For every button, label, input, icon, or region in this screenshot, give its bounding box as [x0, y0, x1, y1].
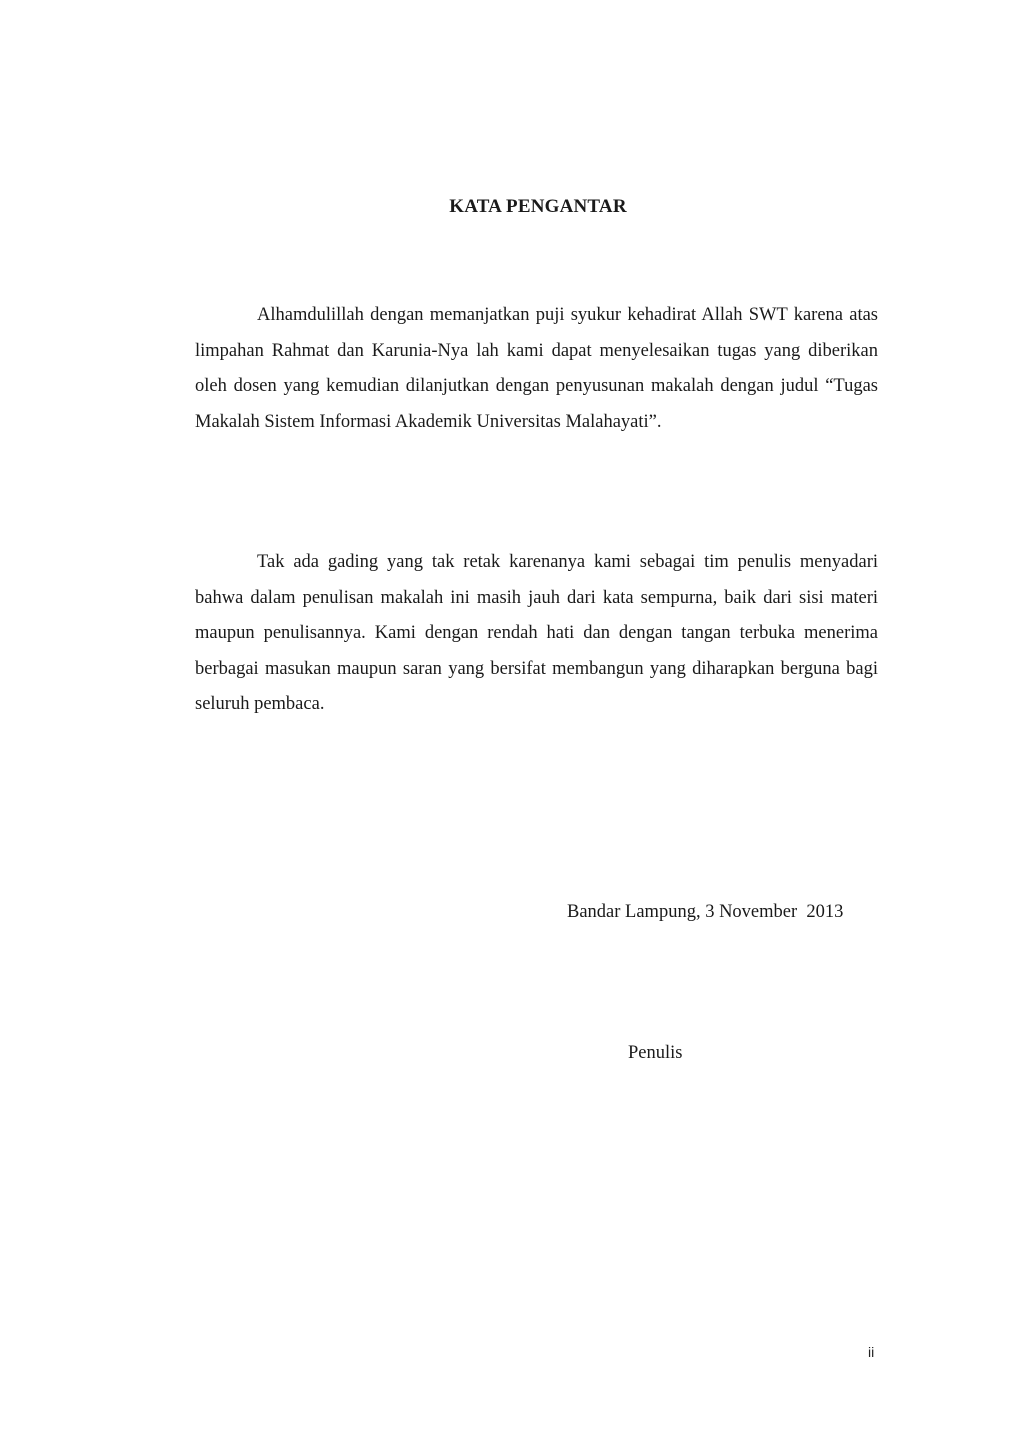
page-title: KATA PENGANTAR	[449, 196, 627, 217]
place-and-date: Bandar Lampung, 3 November 2013	[567, 902, 844, 922]
paragraph-apology: Tak ada gading yang tak retak karenanya kami sebagai tim penulis menyadari bahwa dalam penulisan makalah ini masih jauh dari kata sempurna, baik dari sisi materi maupun penulisannya. Kami dengan rendah hati dan dengan tangan terbuka menerima berbagai masukan maupun saran yang bersifat membangun yang diharapkan berguna bagi seluruh pembaca.	[195, 552, 878, 714]
page-number: ii	[868, 1344, 875, 1360]
author-signature: Penulis	[628, 1043, 683, 1063]
paragraph-opening: Alhamdulillah dengan memanjatkan puji syukur kehadirat Allah SWT karena atas limpahan Rahmat dan Karunia-Nya lah kami dapat menyelesaikan tugas yang diberikan oleh dosen yang kemudian dilanjutkan dengan penyusunan makalah dengan judul “Tugas Makalah Sistem Informasi Akademik Universitas Malahayati”.	[195, 305, 878, 432]
